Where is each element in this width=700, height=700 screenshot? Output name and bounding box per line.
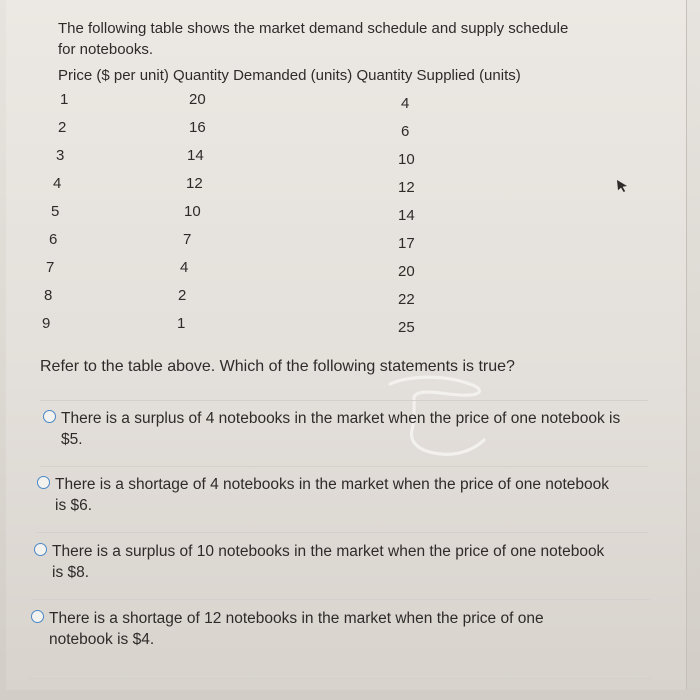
divider — [40, 466, 648, 467]
question-card — [6, 0, 687, 690]
intro-line-1: The following table shows the market demand schedule and supply schedule — [58, 20, 569, 37]
price-cell: 4 — [53, 175, 62, 192]
header-supplied: Quantity Supplied (units) — [356, 67, 521, 84]
intro-text — [58, 18, 658, 60]
radio-circle-icon[interactable] — [43, 410, 56, 423]
table-header — [58, 66, 658, 86]
header-price: Price ($ per unit) — [58, 67, 169, 84]
supplied-cell: 6 — [401, 123, 410, 140]
arrow-cursor-icon — [614, 178, 630, 194]
table-row — [6, 170, 700, 198]
price-cell: 8 — [44, 287, 53, 304]
demanded-cell: 20 — [189, 91, 206, 108]
option-1-text — [61, 408, 651, 450]
supplied-cell: 12 — [398, 179, 415, 196]
option-4-text — [49, 608, 639, 650]
answer-options — [6, 392, 700, 692]
price-cell: 5 — [51, 203, 60, 220]
option-2-line-2: is $6. — [55, 497, 93, 514]
supplied-cell: 14 — [398, 207, 415, 224]
supplied-cell: 17 — [398, 235, 415, 252]
supplied-cell: 25 — [398, 319, 415, 336]
radio-circle-icon[interactable] — [34, 543, 47, 556]
price-cell: 3 — [56, 147, 65, 164]
option-1-line-2: $5. — [61, 431, 83, 448]
demanded-cell: 2 — [178, 287, 187, 304]
demanded-cell: 4 — [180, 259, 189, 276]
demanded-cell: 14 — [187, 147, 204, 164]
table-row — [6, 282, 700, 310]
demanded-cell: 16 — [189, 119, 206, 136]
demanded-cell: 1 — [177, 315, 186, 332]
price-cell: 6 — [49, 231, 58, 248]
option-1[interactable] — [43, 408, 663, 448]
option-4-line-1: There is a shortage of 12 notebooks in the market when the price of one — [49, 610, 544, 627]
supply-demand-table — [6, 86, 700, 356]
table-row — [6, 310, 700, 338]
supplied-cell: 22 — [398, 291, 415, 308]
demanded-cell: 10 — [184, 203, 201, 220]
demanded-cell: 7 — [183, 231, 192, 248]
divider — [40, 400, 648, 401]
price-cell: 7 — [46, 259, 55, 276]
intro-line-2: for notebooks. — [58, 41, 154, 58]
option-3-line-1: There is a surplus of 10 notebooks in the market when the price of one notebook — [52, 543, 605, 560]
price-cell: 1 — [60, 91, 69, 108]
option-2-text — [55, 474, 645, 516]
table-row — [6, 114, 700, 142]
divider — [32, 599, 650, 600]
table-row — [6, 142, 700, 170]
table-row — [6, 86, 700, 114]
radio-circle-icon[interactable] — [31, 610, 44, 623]
table-row — [6, 254, 700, 282]
option-2-line-1: There is a shortage of 4 notebooks in the market when the price of one notebook — [55, 476, 610, 493]
demanded-cell: 12 — [186, 175, 203, 192]
option-3-line-2: is $8. — [52, 564, 90, 581]
option-4-line-2: notebook is $4. — [49, 631, 155, 648]
option-1-line-1: There is a surplus of 4 notebooks in the market when the price of one notebook is — [61, 410, 621, 427]
table-row — [6, 226, 700, 254]
divider — [28, 678, 652, 679]
price-cell: 2 — [58, 119, 67, 136]
supplied-cell: 20 — [398, 263, 415, 280]
supplied-cell: 10 — [398, 151, 415, 168]
option-2[interactable] — [37, 474, 657, 514]
radio-circle-icon[interactable] — [37, 476, 50, 489]
option-4[interactable] — [31, 608, 651, 648]
price-cell: 9 — [42, 315, 51, 332]
option-3[interactable] — [34, 541, 654, 581]
table-row — [6, 198, 700, 226]
question-text: Refer to the table above. Which of the following statements is true? — [40, 358, 515, 375]
option-3-text — [52, 541, 642, 583]
supplied-cell: 4 — [401, 95, 410, 112]
divider — [36, 532, 648, 533]
header-demanded: Quantity Demanded (units) — [173, 67, 353, 84]
